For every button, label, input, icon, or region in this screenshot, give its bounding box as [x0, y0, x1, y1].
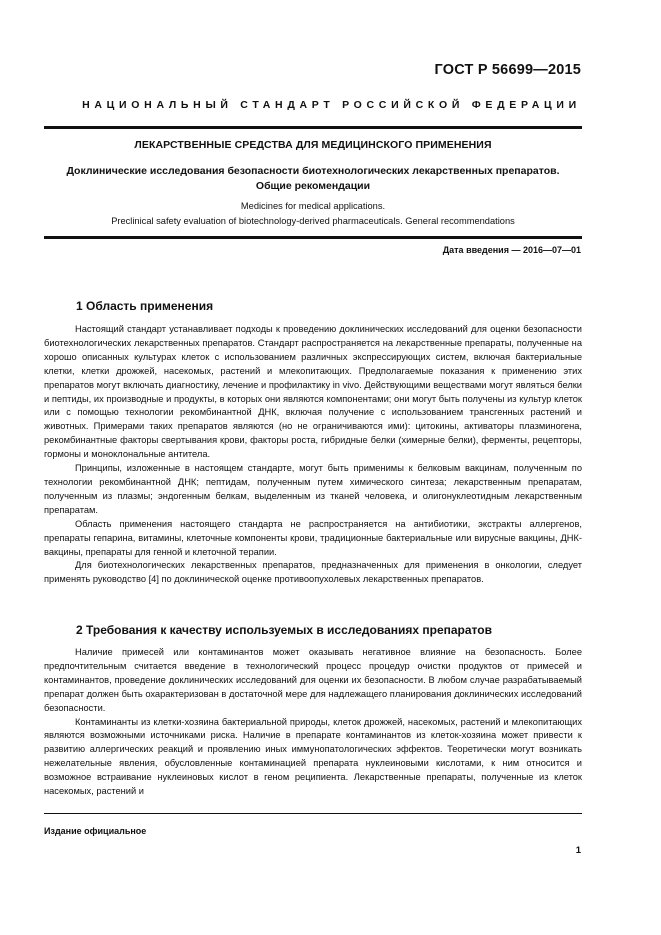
section-2-body [44, 646, 582, 799]
subtitle-line-2: Общие рекомендации [255, 180, 371, 192]
section-1-heading: 1 Область применения [76, 299, 214, 313]
english-title [44, 199, 582, 228]
subtitle-line-1: Доклинические исследования безопасности биотехнологических лекарственных препаратов. [66, 165, 560, 177]
paragraph: Наличие примесей или контаминантов может оказывать негативное влияние на безопасность. Более предпочтительным считается введение в технологический процесс процедур очистки продуктов от примесей и контаминантов, проведение доклинических исследований для оценки их безопасности. В любом случае разрабатываемый препарат должен быть охарактеризован в достаточной мере для надлежащего планирования доклинических исследований безопасности. [44, 647, 582, 713]
page-number: 1 [575, 845, 581, 856]
national-standard-banner: НАЦИОНАЛЬНЫЙ СТАНДАРТ РОССИЙСКОЙ ФЕДЕРАЦИИ [82, 99, 581, 111]
paragraph: Настоящий стандарт устанавливает подходы к проведению доклинических исследований для оценки безопасности биотехнологических лекарственных препаратов. Стандарт распространяется на лекарственные препараты, полученные на хорошо описанных культурах клеток с использованием различных экспрессирующих систем, включая бактериальные клетки, клетки дрожжей, насекомых, растений и млекопитающих. Предполагаемые показания к применению этих препаратов могут включать диагностику, лечение и профилактику in vivo. Действующими веществами могут являться белки и пептиды, их производные и продукты, в которых они являются компонентами; они могут быть получены из культур клеток или с помощью технологии рекомбинантной ДНК, включая получение с использованием трансгенных растений и животных. Примерами таких препаратов являются (но не ограничиваются ими): цитокины, активаторы плазминогена, рекомбинантные факторы свертывания крови, факторы роста, гибридные белки (химерные белки), ферменты, рецепторы, гормоны и моноклональные антитела. [44, 324, 582, 460]
official-edition-label: Издание официальное [44, 826, 147, 836]
paragraph: Для биотехнологических лекарственных препаратов, предназначенных для применения в онкологии, следует применять руководство [4] по доклинической оценке противоопухолевых лекарственных препаратов. [44, 560, 582, 585]
english-title-line-1: Medicines for medical applications. [240, 201, 386, 211]
paragraph: Контаминанты из клетки-хозяина бактериальной природы, клеток дрожжей, насекомых, растений и млекопитающих являются возможными источниками риска. Наличие в препарате контаминантов из клеток-хозяина может привести к развитию аллергических реакций и проявлению иных иммунопатологических эффектов. Теоретически могут возникать нежелательные явления, обусловленные контаминацией препарата нуклеиновыми кислотами, к ним относится и возможное встраивание нуклеиновых кислот в геном реципиента. Лекарственные препараты, полученные из клеток насекомых, растений и [44, 716, 582, 797]
section-2-heading: 2 Требования к качеству используемых в исследованиях препаратов [76, 623, 492, 637]
footer-divider [44, 813, 582, 814]
document-number: ГОСТ Р 56699—2015 [434, 62, 581, 78]
document-title: ЛЕКАРСТВЕННЫЕ СРЕДСТВА ДЛЯ МЕДИЦИНСКОГО ПРИМЕНЕНИЯ [134, 139, 492, 151]
english-title-line-2: Preclinical safety evaluation of biotechnology-derived pharmaceuticals. General recommendations [111, 215, 515, 226]
introduction-date: Дата введения — 2016—07—01 [442, 245, 581, 255]
title-divider [44, 236, 582, 239]
section-1-body [44, 323, 582, 587]
document-subtitle [44, 164, 582, 194]
paragraph: Область применения настоящего стандарта не распространяется на антибиотики, экстракты аллергенов, препараты гепарина, витамины, клеточные компоненты крови, традиционные бактериальные или вирусные вакцины, ДНК-вакцины, препараты для генной и клеточной терапии. [44, 518, 582, 557]
header-divider [44, 126, 582, 129]
paragraph: Принципы, изложенные в настоящем стандарте, могут быть применимы к белковым вакцинам, полученным по технологии рекомбинантной ДНК; пептидам, полученным путем химического синтеза; лекарственным препаратам, полученным из плазмы; эндогенным белкам, выделенным из тканей человека, и олигонуклеотидным лекарственным препаратам. [44, 463, 582, 515]
